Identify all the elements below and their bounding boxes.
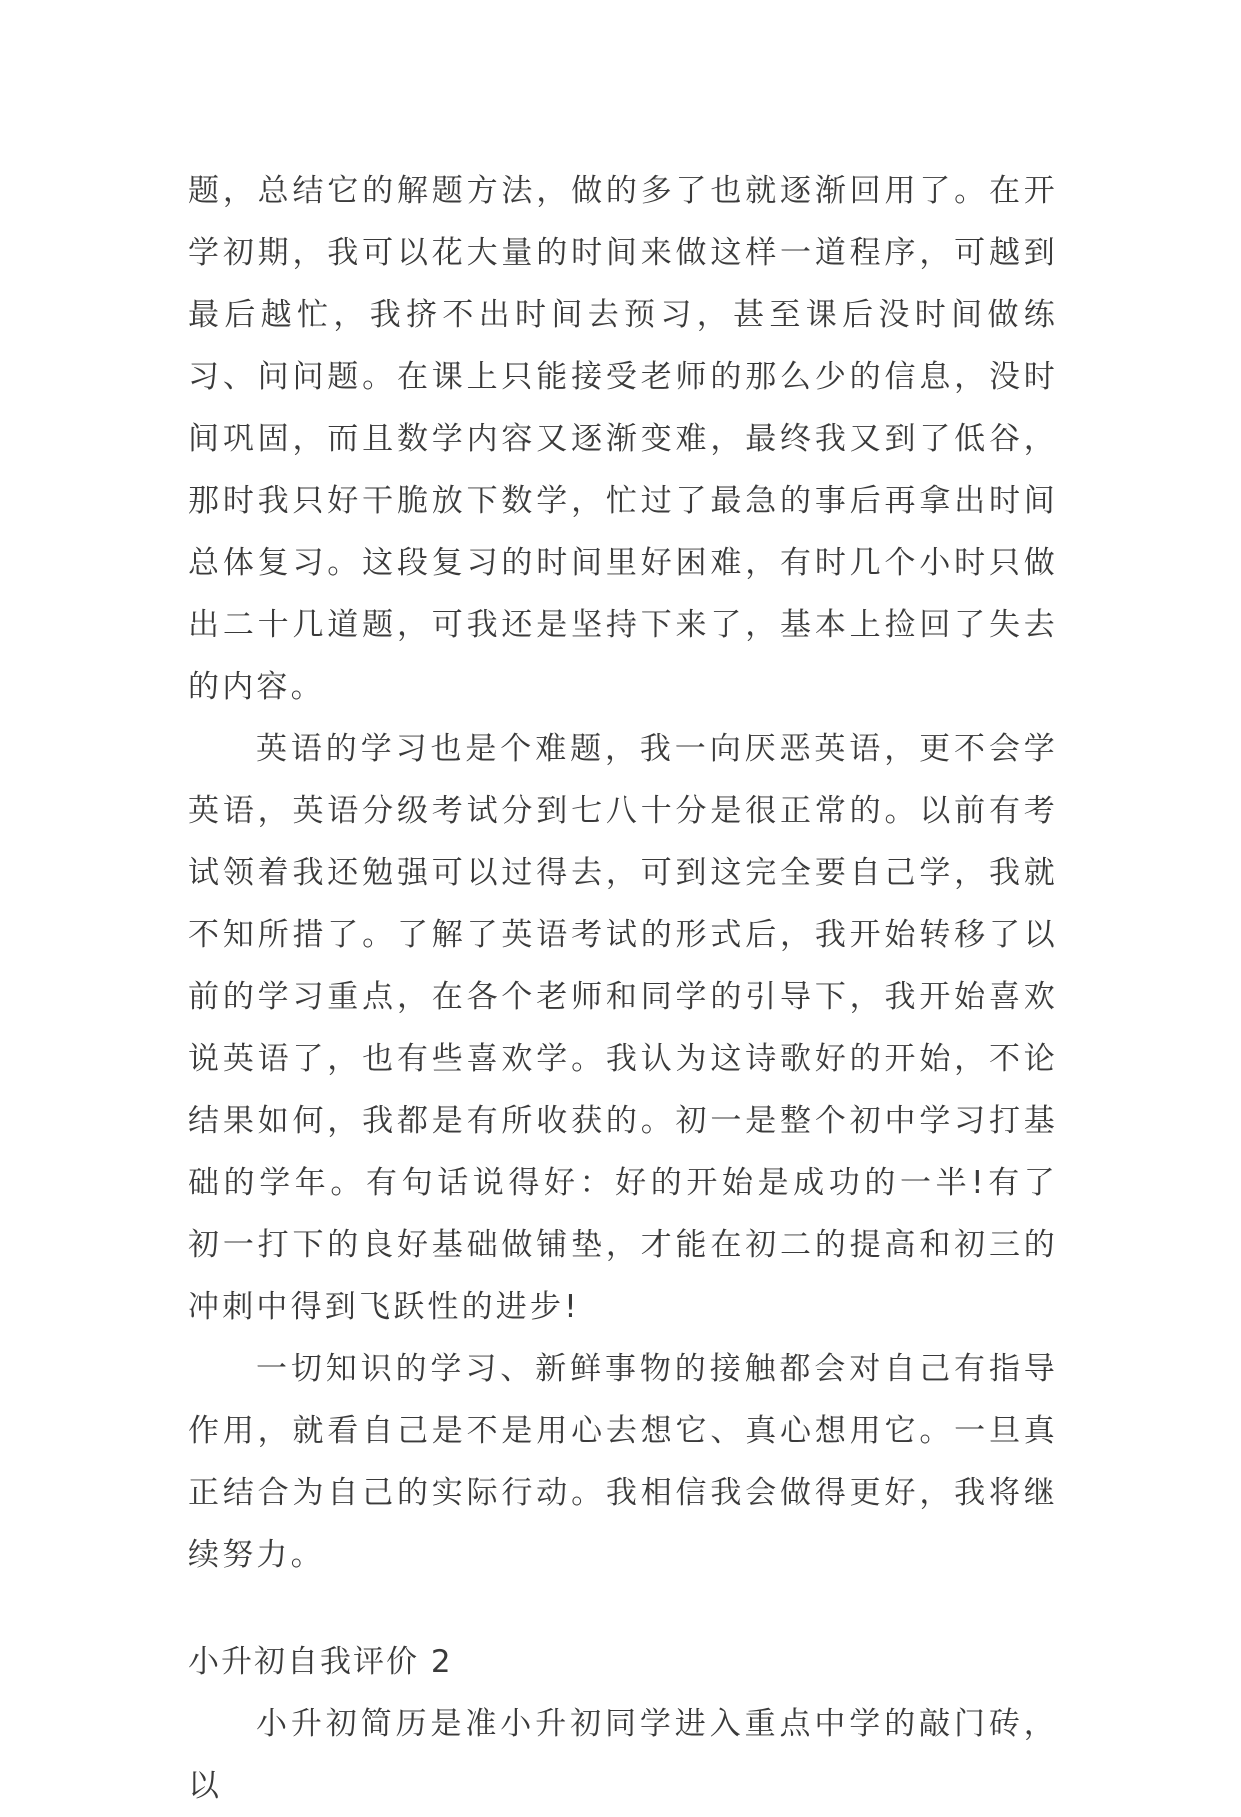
paragraph-math-review: 题，总结它的解题方法，做的多了也就逐渐回用了。在开学初期，我可以花大量的时间来做这样一道程序，可越到最后越忙，我挤不出时间去预习，甚至课后没时间做练习、问问题。在课上只能接受老师的那么少的信息，没时间巩固，而且数学内容又逐渐变难，最终我又到了低谷，那时我只好干脆放下数学，忙过了最急的事后再拿出时间总体复习。这段复习的时间里好困难，有时几个小时只做出二十几道题，可我还是坚持下来了，基本上捡回了失去的内容。	[188, 173, 1058, 705]
paragraph-english-study: 英语的学习也是个难题，我一向厌恶英语，更不会学英语，英语分级考试分到七八十分是很正常的。以前有考试领着我还勉强可以过得去，可到这完全要自己学，我就不知所措了。了解了英语考试的形式后，我开始转移了以前的学习重点，在各个老师和同学的引导下，我开始喜欢说英语了，也有些喜欢学。我认为这诗歌好的开始，不论结果如何，我都是有所收获的。初一是整个初中学习打基础的学年。有句话说得好：好的开始是成功的一半!有了初一打下的良好基础做铺垫，才能在初二的提高和初三的冲刺中得到飞跃性的进步!	[188, 731, 1058, 1325]
document-body	[188, 160, 1058, 1817]
section-heading: 小升初自我评价 2	[188, 1644, 453, 1680]
paragraph-conclusion: 一切知识的学习、新鲜事物的接触都会对自己有指导作用，就看自己是不是用心去想它、真心想用它。一旦真正结合为自己的实际行动。我相信我会做得更好，我将继续努力。	[188, 1351, 1058, 1573]
paragraph-section-intro: 小升初简历是准小升初同学进入重点中学的敲门砖，以	[188, 1706, 1058, 1804]
